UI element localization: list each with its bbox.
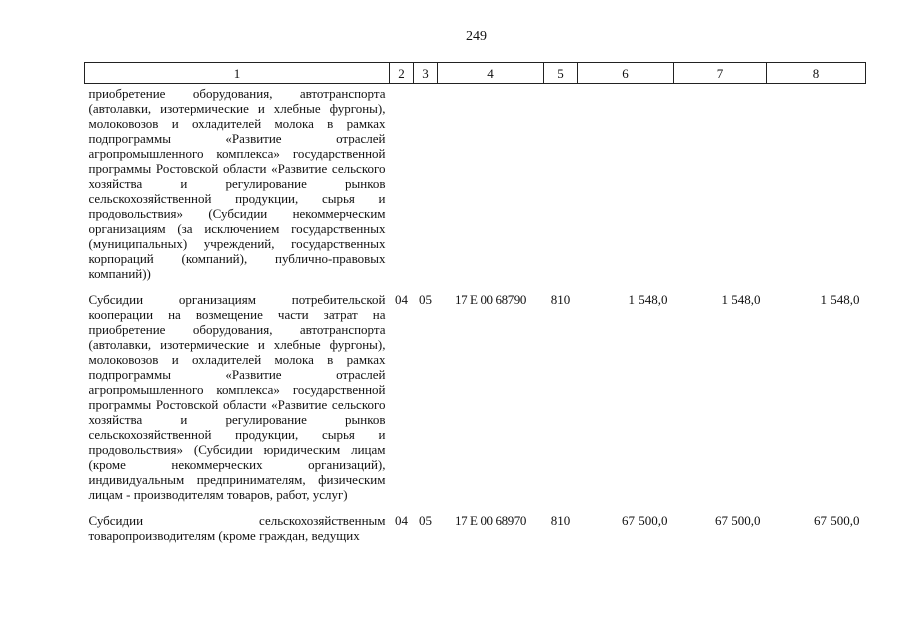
header-col-3: 3 — [414, 63, 438, 84]
row-description: Субсидии организациям потребительской кооперации на возмещение части затрат на приобретение оборудования, автотранспорта (автолавки, изотермические и хлебные фургоны), молоковозов и охладителей молока в рамках подпрограммы «Развитие отраслей агропромышленного комплекса» государственной программы Ростовской области «Развитие сельского хозяйства и регулирование рынков сельскохозяйственной продукции, сырья и продовольствия» (Субсидии юридическим лицам (кроме некоммерческих организаций), индивидуальным предпринимателям, физическим лицам - производителям товаров, работ, услуг) — [88, 292, 386, 502]
row-description: Субсидии сельскохозяйственным товаропроизводителям (кроме граждан, ведущих — [88, 513, 386, 543]
header-col-5: 5 — [544, 63, 578, 84]
row-target-code: 17 Е 00 68790 — [455, 292, 526, 307]
row-amount-3: 1 548,0 — [820, 292, 860, 307]
row-amount-3 — [767, 84, 866, 282]
row-section — [390, 84, 414, 282]
row-target-code: 17 Е 00 68970 — [455, 513, 526, 528]
header-row — [85, 63, 866, 84]
header-col-2: 2 — [390, 63, 414, 84]
table-body — [85, 84, 866, 544]
row-expense-type: 810 — [550, 292, 571, 307]
row-amount-1 — [578, 84, 674, 282]
row-subsection — [414, 84, 438, 282]
row-section: 04 — [395, 513, 408, 528]
table-row — [85, 84, 866, 282]
row-amount-2: 1 548,0 — [721, 292, 761, 307]
row-expense-type: 810 — [550, 513, 571, 528]
row-subsection: 05 — [419, 292, 432, 307]
row-amount-1: 67 500,0 — [622, 513, 668, 528]
row-amount-2 — [674, 84, 767, 282]
row-description: приобретение оборудования, автотранспорта (автолавки, изотермические и хлебные фургоны), молоковозов и охладителей молока в рамках подпрограммы «Развитие отраслей агропромышленного комплекса» государственной программы Ростовской области «Развитие сельского хозяйства и регулирование рынков сельскохозяйственной продукции, сырья и продовольствия» (Субсидии некоммерческим организациям (за исключением государственных (муниципальных) учреждений, государственных корпораций (компаний), публично-правовых компаний)) — [88, 86, 386, 281]
header-col-4: 4 — [438, 63, 544, 84]
table-row — [85, 281, 866, 502]
budget-table — [84, 62, 866, 543]
row-amount-2: 67 500,0 — [715, 513, 761, 528]
row-amount-1: 1 548,0 — [628, 292, 668, 307]
row-section: 04 — [395, 292, 408, 307]
header-col-1: 1 — [85, 63, 390, 84]
row-subsection: 05 — [419, 513, 432, 528]
row-amount-3: 67 500,0 — [814, 513, 860, 528]
header-col-7: 7 — [674, 63, 767, 84]
table-header — [85, 63, 866, 84]
page-number: 249 — [466, 29, 487, 44]
row-target-code — [438, 84, 544, 282]
row-expense-type — [544, 84, 578, 282]
header-col-8: 8 — [767, 63, 866, 84]
header-col-6: 6 — [578, 63, 674, 84]
table-row — [85, 502, 866, 543]
